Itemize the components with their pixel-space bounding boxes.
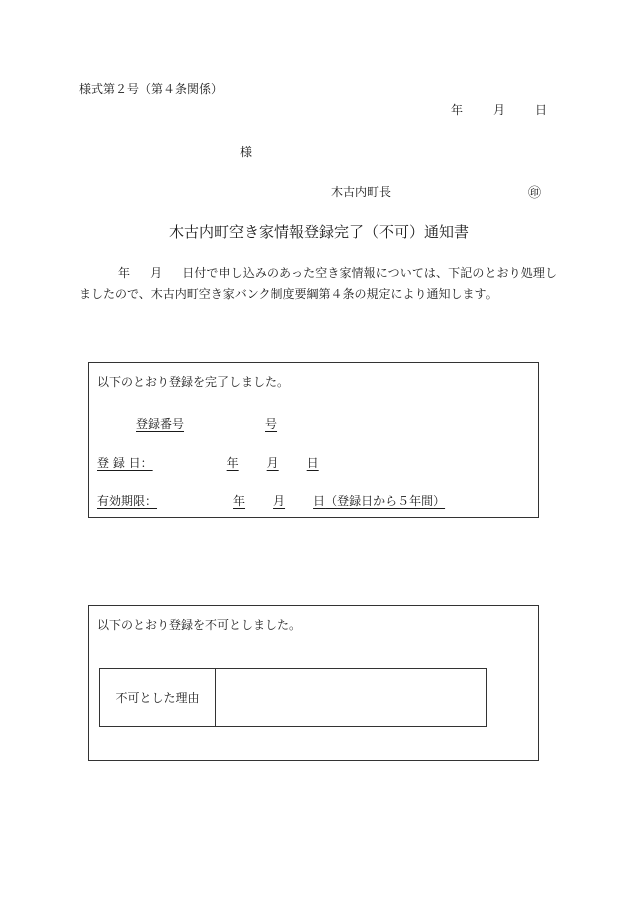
completion-heading: 以下のとおり登録を完了しました。 [97,375,290,389]
form-number: 様式第２号（第４条関係） [79,82,224,96]
completion-box [88,362,539,518]
body-text: 日付で申し込みのあった空き家情報については、下記のとおり処理しましたので、木古内町空き家バンク制度要綱第４条の規定により通知します。 [79,266,557,301]
expiry-label: 有効期限： [97,494,158,508]
registration-number-suffix: 号 [265,417,278,431]
registration-date-row [97,454,319,471]
addressee-suffix: 様 [240,145,253,159]
reason-value-cell[interactable] [216,669,486,726]
seal-mark: ㊞ [528,186,542,201]
body-paragraph [79,263,557,305]
expiry-day: 日 [313,494,326,508]
registration-date-year: 年 [226,456,239,470]
reason-table [99,668,487,727]
registration-date-month: 月 [266,456,279,470]
document-title: 木古内町空き家情報登録完了（不可）通知書 [168,223,469,241]
registration-date-day: 日 [306,456,319,470]
expiry-note: （登録日から５年間） [325,494,446,508]
reason-label-cell [100,669,216,726]
expiry-year: 年 [233,494,246,508]
expiry-row [97,492,445,509]
body-year: 年 [118,266,131,280]
registration-number-label: 登録番号 [136,417,185,431]
date-line [0,101,630,117]
registration-date-label: 登 録 日： [97,456,153,470]
date-day-label: 日 [535,103,548,117]
rejection-box [88,605,539,761]
date-month-label: 月 [493,103,506,117]
date-year-label: 年 [451,103,464,117]
registration-number-row [136,415,277,432]
issuer-name: 木古内町長 [331,185,392,199]
reason-label: 不可とした理由 [115,691,200,705]
expiry-month: 月 [273,494,286,508]
rejection-heading: 以下のとおり登録を不可としました。 [97,618,302,632]
body-month: 月 [150,266,163,280]
